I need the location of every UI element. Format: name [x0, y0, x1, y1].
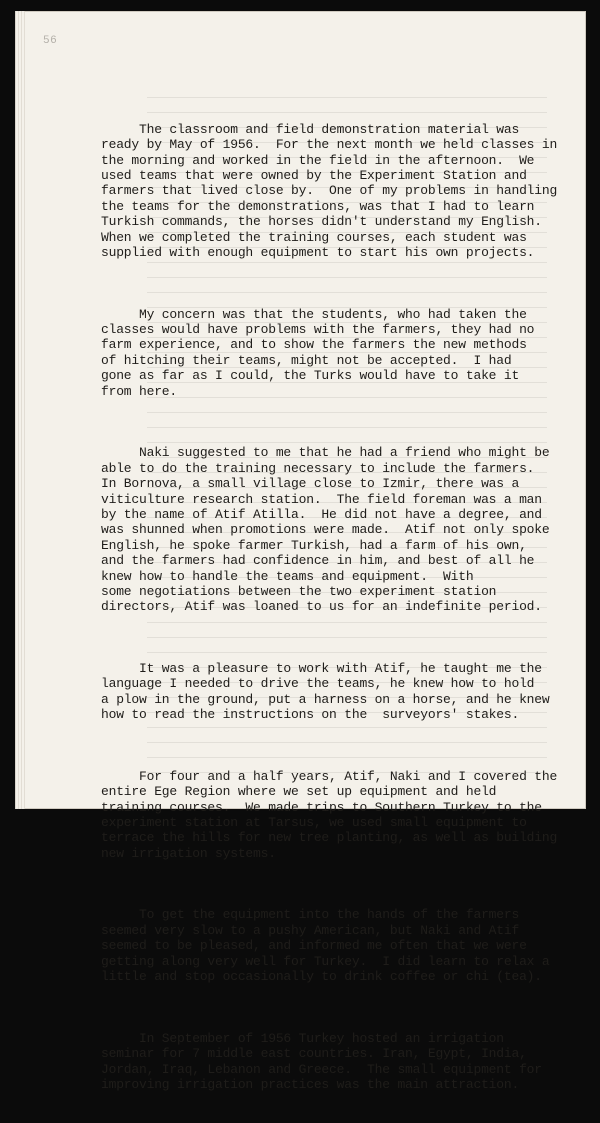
paragraph-4: It was a pleasure to work with Atif, he taught me the language I needed to drive the teams, he knew how to hold a plow in the ground, put a harness on a horse, and he knew how to read the instructions on the surveyors' stakes. — [101, 660, 550, 723]
typed-body-text — [101, 91, 581, 1123]
page-edge-stack — [15, 11, 25, 809]
paragraph-5: For four and a half years, Atif, Naki and I covered the entire Ege Region where we set up equipment and held training courses. We made trips to Southern Turkey to the experiment station at Tarsus, we used small equipment to terrace the hills for new tree planting, as well as building new irrigation systems. — [101, 768, 558, 861]
paragraph-2: My concern was that the students, who had taken the classes would have problems with the farmers, they had no farm experience, and to show the farmers the new methods of hitching their teams, might not be accepted. I had gone as far as I could, the Turks would have to take it from here. — [101, 306, 535, 399]
page-number: 56 — [43, 35, 58, 47]
paragraph-6: To get the equipment into the hands of the farmers seemed very slow to a pushy American, but Naki and Atif seemed to be pleased, and informed me often that we were getting along very well for Turkey. I did learn to relax a little and stop occasionally to drink coffee or chi (tea). — [101, 907, 550, 985]
paragraph-7: In September of 1956 Turkey hosted an irrigation seminar for 7 middle east countries. Iran, Egypt, India, Jordan, Iraq, Lebanon and Greece. The small equipment for improving irrigation practices was the main attraction. — [101, 1030, 542, 1092]
paragraph-1: The classroom and field demonstration material was ready by May of 1956. For the next month we held classes in the morning and worked in the field in the afternoon. We used teams that were owned by the Experiment Station and farmers that lived close by. One of my problems in handling the teams for the demonstrations, was that I had to learn Turkish commands, the horses didn't understand my English. When we completed the training courses, each student was supplied with enough equipment to start his own projects. — [101, 121, 558, 261]
document-page — [15, 11, 586, 1092]
paragraph-3: Naki suggested to me that he had a friend who might be able to do the training necessary to include the farmers. In Bornova, a small village close to Izmir, there was a viticulture research station. The field foreman was a man by the name of Atif Atilla. He did not have a degree, and was shunned when promotions were made. Atif not only spoke English, he spoke farmer Turkish, had a farm of his own, and the farmers had confidence in him, and best of all he knew how to handle the teams and equipment. With some negotiations between the two experiment station directors, Atif was loaned to us for an indefinite period. — [101, 445, 550, 615]
